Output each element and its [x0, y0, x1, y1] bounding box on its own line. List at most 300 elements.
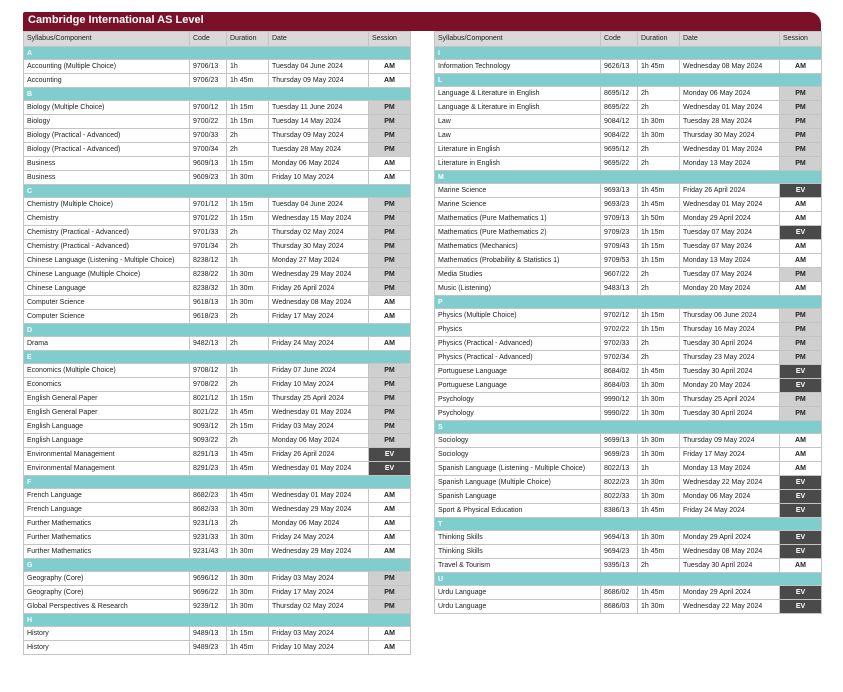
cell-date: Wednesday 08 May 2024 — [680, 545, 780, 559]
cell-code: 9231/33 — [190, 531, 227, 545]
right-table-body — [435, 47, 822, 614]
cell-duration: 1h 45m — [227, 462, 269, 476]
cell-duration: 1h 30m — [227, 531, 269, 545]
cell-component: Environmental Management — [24, 462, 190, 476]
cell-duration: 1h 30m — [227, 572, 269, 586]
cell-component: Further Mathematics — [24, 545, 190, 559]
cell-code: 9708/22 — [190, 378, 227, 392]
cell-date: Wednesday 29 May 2024 — [269, 503, 369, 517]
cell-code: 9706/23 — [190, 74, 227, 88]
cell-code: 9093/12 — [190, 420, 227, 434]
cell-component: Information Technology — [435, 60, 601, 74]
cell-component: Further Mathematics — [24, 531, 190, 545]
cell-component: Mathematics (Pure Mathematics 1) — [435, 212, 601, 226]
table-row — [435, 87, 822, 101]
table-row — [24, 143, 411, 157]
cell-session: EV — [369, 462, 411, 476]
table-row — [24, 586, 411, 600]
cell-component: History — [24, 627, 190, 641]
cell-code: 8021/22 — [190, 406, 227, 420]
letter-band — [435, 171, 822, 184]
cell-duration: 1h 15m — [227, 392, 269, 406]
table-row — [435, 143, 822, 157]
table-row — [24, 641, 411, 655]
letter-band — [24, 476, 411, 489]
cell-duration: 1h 30m — [227, 282, 269, 296]
cell-date: Monday 20 May 2024 — [680, 379, 780, 393]
cell-date: Tuesday 28 May 2024 — [269, 143, 369, 157]
cell-date: Monday 20 May 2024 — [680, 282, 780, 296]
cell-session: AM — [780, 462, 822, 476]
table-row — [435, 559, 822, 573]
cell-code: 9702/33 — [601, 337, 638, 351]
letter-label: S — [435, 421, 822, 434]
cell-date: Friday 07 June 2024 — [269, 364, 369, 378]
cell-code: 9702/22 — [601, 323, 638, 337]
right-table — [434, 31, 822, 614]
letter-label: C — [24, 185, 411, 198]
cell-session: PM — [780, 351, 822, 365]
cell-code: 9708/12 — [190, 364, 227, 378]
cell-date: Tuesday 30 April 2024 — [680, 559, 780, 573]
cell-date: Monday 29 April 2024 — [680, 531, 780, 545]
cell-session: EV — [780, 184, 822, 198]
cell-component: Music (Listening) — [435, 282, 601, 296]
header-session: Session — [780, 32, 822, 47]
cell-duration: 1h 30m — [638, 476, 680, 490]
cell-duration: 2h — [227, 337, 269, 351]
cell-code: 8695/22 — [601, 101, 638, 115]
cell-component: Chinese Language (Multiple Choice) — [24, 268, 190, 282]
table-row — [435, 282, 822, 296]
cell-session: PM — [780, 323, 822, 337]
cell-date: Thursday 02 May 2024 — [269, 226, 369, 240]
cell-component: Physics (Practical - Advanced) — [435, 337, 601, 351]
cell-date: Tuesday 14 May 2024 — [269, 115, 369, 129]
cell-component: Computer Science — [24, 310, 190, 324]
table-row — [435, 157, 822, 171]
cell-session: PM — [369, 115, 411, 129]
cell-component: Psychology — [435, 407, 601, 421]
cell-session: PM — [369, 406, 411, 420]
cell-duration: 1h 15m — [638, 254, 680, 268]
table-row — [24, 157, 411, 171]
cell-duration: 2h — [227, 310, 269, 324]
cell-session: PM — [780, 115, 822, 129]
letter-band — [24, 351, 411, 364]
cell-date: Tuesday 11 June 2024 — [269, 101, 369, 115]
cell-component: Biology (Practical - Advanced) — [24, 129, 190, 143]
cell-date: Thursday 16 May 2024 — [680, 323, 780, 337]
header-component: Syllabus/Component — [24, 32, 190, 47]
letter-label: H — [24, 614, 411, 627]
cell-session: PM — [780, 309, 822, 323]
table-row — [24, 198, 411, 212]
cell-duration: 2h — [227, 517, 269, 531]
letter-label: G — [24, 559, 411, 572]
cell-session: PM — [369, 254, 411, 268]
table-row — [435, 545, 822, 559]
header-code: Code — [601, 32, 638, 47]
table-row — [435, 586, 822, 600]
cell-component: Marine Science — [435, 184, 601, 198]
cell-session: PM — [369, 282, 411, 296]
cell-component: Global Perspectives & Research — [24, 600, 190, 614]
cell-component: English General Paper — [24, 392, 190, 406]
header-session: Session — [369, 32, 411, 47]
cell-component: Spanish Language (Listening - Multiple Choice) — [435, 462, 601, 476]
cell-date: Tuesday 04 June 2024 — [269, 60, 369, 74]
cell-session: AM — [369, 531, 411, 545]
cell-code: 8021/12 — [190, 392, 227, 406]
cell-session: PM — [780, 157, 822, 171]
cell-session: AM — [369, 337, 411, 351]
letter-band — [435, 296, 822, 309]
letter-label: I — [435, 47, 822, 60]
table-row — [24, 337, 411, 351]
cell-component: Chemistry (Practical - Advanced) — [24, 226, 190, 240]
cell-date: Monday 27 May 2024 — [269, 254, 369, 268]
header-duration: Duration — [638, 32, 680, 47]
cell-code: 8022/33 — [601, 490, 638, 504]
cell-duration: 1h — [227, 364, 269, 378]
cell-date: Monday 06 May 2024 — [269, 434, 369, 448]
cell-duration: 1h 30m — [227, 600, 269, 614]
cell-duration: 2h 15m — [227, 420, 269, 434]
cell-code: 9483/13 — [601, 282, 638, 296]
cell-duration: 2h — [227, 129, 269, 143]
cell-date: Friday 17 May 2024 — [680, 448, 780, 462]
table-row — [435, 393, 822, 407]
cell-duration: 1h 45m — [638, 60, 680, 74]
letter-label: F — [24, 476, 411, 489]
table-row — [24, 531, 411, 545]
cell-code: 9482/13 — [190, 337, 227, 351]
right-timetable — [434, 31, 821, 614]
cell-session: EV — [780, 504, 822, 518]
cell-session: PM — [780, 268, 822, 282]
cell-duration: 1h — [227, 60, 269, 74]
cell-code: 8238/32 — [190, 282, 227, 296]
table-row — [24, 74, 411, 88]
cell-duration: 1h 45m — [638, 198, 680, 212]
cell-code: 9084/22 — [601, 129, 638, 143]
cell-date: Monday 29 April 2024 — [680, 212, 780, 226]
table-row — [435, 407, 822, 421]
table-row — [435, 504, 822, 518]
cell-duration: 1h 30m — [638, 448, 680, 462]
cell-code: 9700/12 — [190, 101, 227, 115]
table-row — [435, 129, 822, 143]
cell-session: PM — [369, 268, 411, 282]
cell-date: Thursday 25 April 2024 — [680, 393, 780, 407]
letter-band — [435, 74, 822, 87]
cell-code: 9489/23 — [190, 641, 227, 655]
cell-code: 9231/13 — [190, 517, 227, 531]
cell-code: 9709/53 — [601, 254, 638, 268]
table-row — [435, 462, 822, 476]
cell-date: Thursday 30 May 2024 — [680, 129, 780, 143]
cell-duration: 1h 45m — [638, 586, 680, 600]
cell-code: 9395/13 — [601, 559, 638, 573]
table-row — [24, 115, 411, 129]
cell-component: Accounting — [24, 74, 190, 88]
table-row — [24, 254, 411, 268]
cell-component: Chinese Language — [24, 282, 190, 296]
cell-session: EV — [780, 490, 822, 504]
cell-component: Urdu Language — [435, 586, 601, 600]
letter-band — [435, 518, 822, 531]
page-title: Cambridge International AS Level — [28, 14, 204, 26]
table-row — [24, 448, 411, 462]
cell-code: 9239/12 — [190, 600, 227, 614]
table-row — [435, 101, 822, 115]
cell-session: AM — [369, 503, 411, 517]
cell-component: Physics (Multiple Choice) — [435, 309, 601, 323]
table-row — [24, 572, 411, 586]
cell-code: 9696/12 — [190, 572, 227, 586]
cell-component: Spanish Language (Multiple Choice) — [435, 476, 601, 490]
cell-duration: 1h 15m — [227, 115, 269, 129]
cell-code: 9699/23 — [601, 448, 638, 462]
cell-duration: 2h — [227, 240, 269, 254]
cell-code: 8291/23 — [190, 462, 227, 476]
table-row — [24, 129, 411, 143]
cell-code: 9701/34 — [190, 240, 227, 254]
cell-component: Mathematics (Probability & Statistics 1) — [435, 254, 601, 268]
cell-code: 8386/13 — [601, 504, 638, 518]
cell-component: Mathematics (Mechanics) — [435, 240, 601, 254]
cell-date: Wednesday 29 May 2024 — [269, 545, 369, 559]
cell-date: Friday 17 May 2024 — [269, 586, 369, 600]
cell-duration: 1h 30m — [638, 600, 680, 614]
cell-component: Biology (Practical - Advanced) — [24, 143, 190, 157]
table-row — [24, 296, 411, 310]
cell-date: Wednesday 01 May 2024 — [269, 462, 369, 476]
cell-duration: 1h 30m — [227, 503, 269, 517]
cell-component: Drama — [24, 337, 190, 351]
cell-code: 9699/13 — [601, 434, 638, 448]
table-row — [435, 254, 822, 268]
cell-component: Language & Literature in English — [435, 87, 601, 101]
cell-code: 9093/22 — [190, 434, 227, 448]
cell-code: 9709/43 — [601, 240, 638, 254]
table-row — [24, 268, 411, 282]
cell-date: Wednesday 01 May 2024 — [680, 101, 780, 115]
table-row — [24, 60, 411, 74]
header-component: Syllabus/Component — [435, 32, 601, 47]
cell-session: AM — [369, 60, 411, 74]
cell-session: PM — [369, 198, 411, 212]
cell-component: Geography (Core) — [24, 572, 190, 586]
cell-date: Wednesday 22 May 2024 — [680, 476, 780, 490]
cell-code: 9609/13 — [190, 157, 227, 171]
cell-date: Thursday 09 May 2024 — [269, 74, 369, 88]
cell-code: 9700/33 — [190, 129, 227, 143]
cell-code: 9694/13 — [601, 531, 638, 545]
table-row — [435, 198, 822, 212]
cell-component: Economics (Multiple Choice) — [24, 364, 190, 378]
cell-duration: 2h — [638, 282, 680, 296]
cell-session: PM — [369, 600, 411, 614]
cell-date: Wednesday 15 May 2024 — [269, 212, 369, 226]
cell-duration: 1h 30m — [227, 268, 269, 282]
cell-code: 9701/22 — [190, 212, 227, 226]
cell-component: English General Paper — [24, 406, 190, 420]
cell-date: Thursday 23 May 2024 — [680, 351, 780, 365]
letter-label: E — [24, 351, 411, 364]
cell-session: AM — [369, 489, 411, 503]
cell-session: PM — [369, 240, 411, 254]
cell-session: PM — [369, 392, 411, 406]
cell-date: Thursday 09 May 2024 — [680, 434, 780, 448]
cell-component: Sociology — [435, 434, 601, 448]
cell-component: Business — [24, 171, 190, 185]
cell-session: PM — [780, 129, 822, 143]
table-row — [435, 309, 822, 323]
table-row — [435, 490, 822, 504]
cell-code: 9626/13 — [601, 60, 638, 74]
table-row — [24, 101, 411, 115]
cell-code: 9700/34 — [190, 143, 227, 157]
cell-duration: 1h 15m — [227, 212, 269, 226]
cell-date: Monday 29 April 2024 — [680, 586, 780, 600]
cell-session: AM — [780, 434, 822, 448]
cell-session: AM — [780, 559, 822, 573]
cell-duration: 1h 15m — [638, 323, 680, 337]
cell-code: 9693/23 — [601, 198, 638, 212]
cell-duration: 1h 50m — [638, 212, 680, 226]
cell-duration: 1h — [227, 254, 269, 268]
cell-component: Portuguese Language — [435, 365, 601, 379]
cell-component: Literature in English — [435, 143, 601, 157]
cell-code: 8022/23 — [601, 476, 638, 490]
table-row — [435, 212, 822, 226]
cell-date: Friday 26 April 2024 — [269, 448, 369, 462]
cell-code: 9990/22 — [601, 407, 638, 421]
cell-session: PM — [780, 393, 822, 407]
cell-session: PM — [780, 407, 822, 421]
table-row — [24, 462, 411, 476]
cell-duration: 1h 45m — [227, 406, 269, 420]
left-table-body — [24, 47, 411, 655]
cell-duration: 1h 15m — [638, 240, 680, 254]
cell-session: EV — [780, 586, 822, 600]
cell-duration: 1h 15m — [227, 198, 269, 212]
cell-component: Sociology — [435, 448, 601, 462]
cell-duration: 1h 15m — [638, 309, 680, 323]
table-row — [435, 226, 822, 240]
left-table — [23, 31, 411, 655]
table-row — [435, 365, 822, 379]
cell-session: PM — [780, 101, 822, 115]
cell-session: PM — [780, 143, 822, 157]
cell-session: AM — [369, 310, 411, 324]
table-row — [435, 351, 822, 365]
cell-session: EV — [780, 531, 822, 545]
cell-session: AM — [780, 282, 822, 296]
cell-date: Friday 10 May 2024 — [269, 641, 369, 655]
cell-date: Friday 24 May 2024 — [680, 504, 780, 518]
header-code: Code — [190, 32, 227, 47]
cell-date: Tuesday 30 April 2024 — [680, 365, 780, 379]
cell-date: Tuesday 04 June 2024 — [269, 198, 369, 212]
cell-session: PM — [369, 364, 411, 378]
cell-duration: 2h — [638, 87, 680, 101]
cell-component: Sport & Physical Education — [435, 504, 601, 518]
cell-session: EV — [780, 545, 822, 559]
cell-duration: 1h 45m — [227, 448, 269, 462]
cell-component: Travel & Tourism — [435, 559, 601, 573]
cell-session: AM — [369, 171, 411, 185]
cell-duration: 2h — [638, 559, 680, 573]
cell-date: Monday 13 May 2024 — [680, 254, 780, 268]
cell-component: Language & Literature in English — [435, 101, 601, 115]
cell-component: Business — [24, 157, 190, 171]
cell-session: AM — [369, 641, 411, 655]
cell-component: Physics — [435, 323, 601, 337]
cell-component: Economics — [24, 378, 190, 392]
cell-duration: 2h — [638, 268, 680, 282]
cell-date: Thursday 02 May 2024 — [269, 600, 369, 614]
table-row — [435, 60, 822, 74]
cell-component: Thinking Skills — [435, 545, 601, 559]
cell-code: 9693/13 — [601, 184, 638, 198]
cell-component: French Language — [24, 489, 190, 503]
letter-band — [435, 47, 822, 60]
cell-component: Portuguese Language — [435, 379, 601, 393]
cell-date: Friday 17 May 2024 — [269, 310, 369, 324]
header-row — [24, 32, 411, 47]
cell-code: 9709/13 — [601, 212, 638, 226]
cell-code: 9618/13 — [190, 296, 227, 310]
table-row — [435, 184, 822, 198]
letter-label: D — [24, 324, 411, 337]
table-row — [24, 378, 411, 392]
cell-duration: 2h — [638, 337, 680, 351]
cell-component: Biology (Multiple Choice) — [24, 101, 190, 115]
table-row — [24, 420, 411, 434]
cell-code: 9609/23 — [190, 171, 227, 185]
cell-code: 9706/13 — [190, 60, 227, 74]
cell-session: PM — [369, 129, 411, 143]
cell-component: Media Studies — [435, 268, 601, 282]
cell-date: Monday 06 May 2024 — [680, 490, 780, 504]
cell-duration: 1h 45m — [638, 504, 680, 518]
cell-session: AM — [780, 240, 822, 254]
table-row — [24, 627, 411, 641]
cell-duration: 1h 15m — [227, 157, 269, 171]
cell-session: AM — [780, 212, 822, 226]
header-date: Date — [680, 32, 780, 47]
letter-label: B — [24, 88, 411, 101]
cell-date: Monday 06 May 2024 — [269, 517, 369, 531]
cell-component: Chemistry (Practical - Advanced) — [24, 240, 190, 254]
table-row — [24, 212, 411, 226]
cell-component: Accounting (Multiple Choice) — [24, 60, 190, 74]
letter-band — [435, 421, 822, 434]
cell-component: Geography (Core) — [24, 586, 190, 600]
letter-band — [24, 559, 411, 572]
cell-date: Tuesday 07 May 2024 — [680, 268, 780, 282]
table-row — [435, 337, 822, 351]
page-banner — [23, 12, 821, 31]
cell-code: 9701/33 — [190, 226, 227, 240]
cell-date: Friday 24 May 2024 — [269, 337, 369, 351]
table-row — [24, 310, 411, 324]
cell-duration: 1h 15m — [638, 226, 680, 240]
cell-session: PM — [780, 87, 822, 101]
